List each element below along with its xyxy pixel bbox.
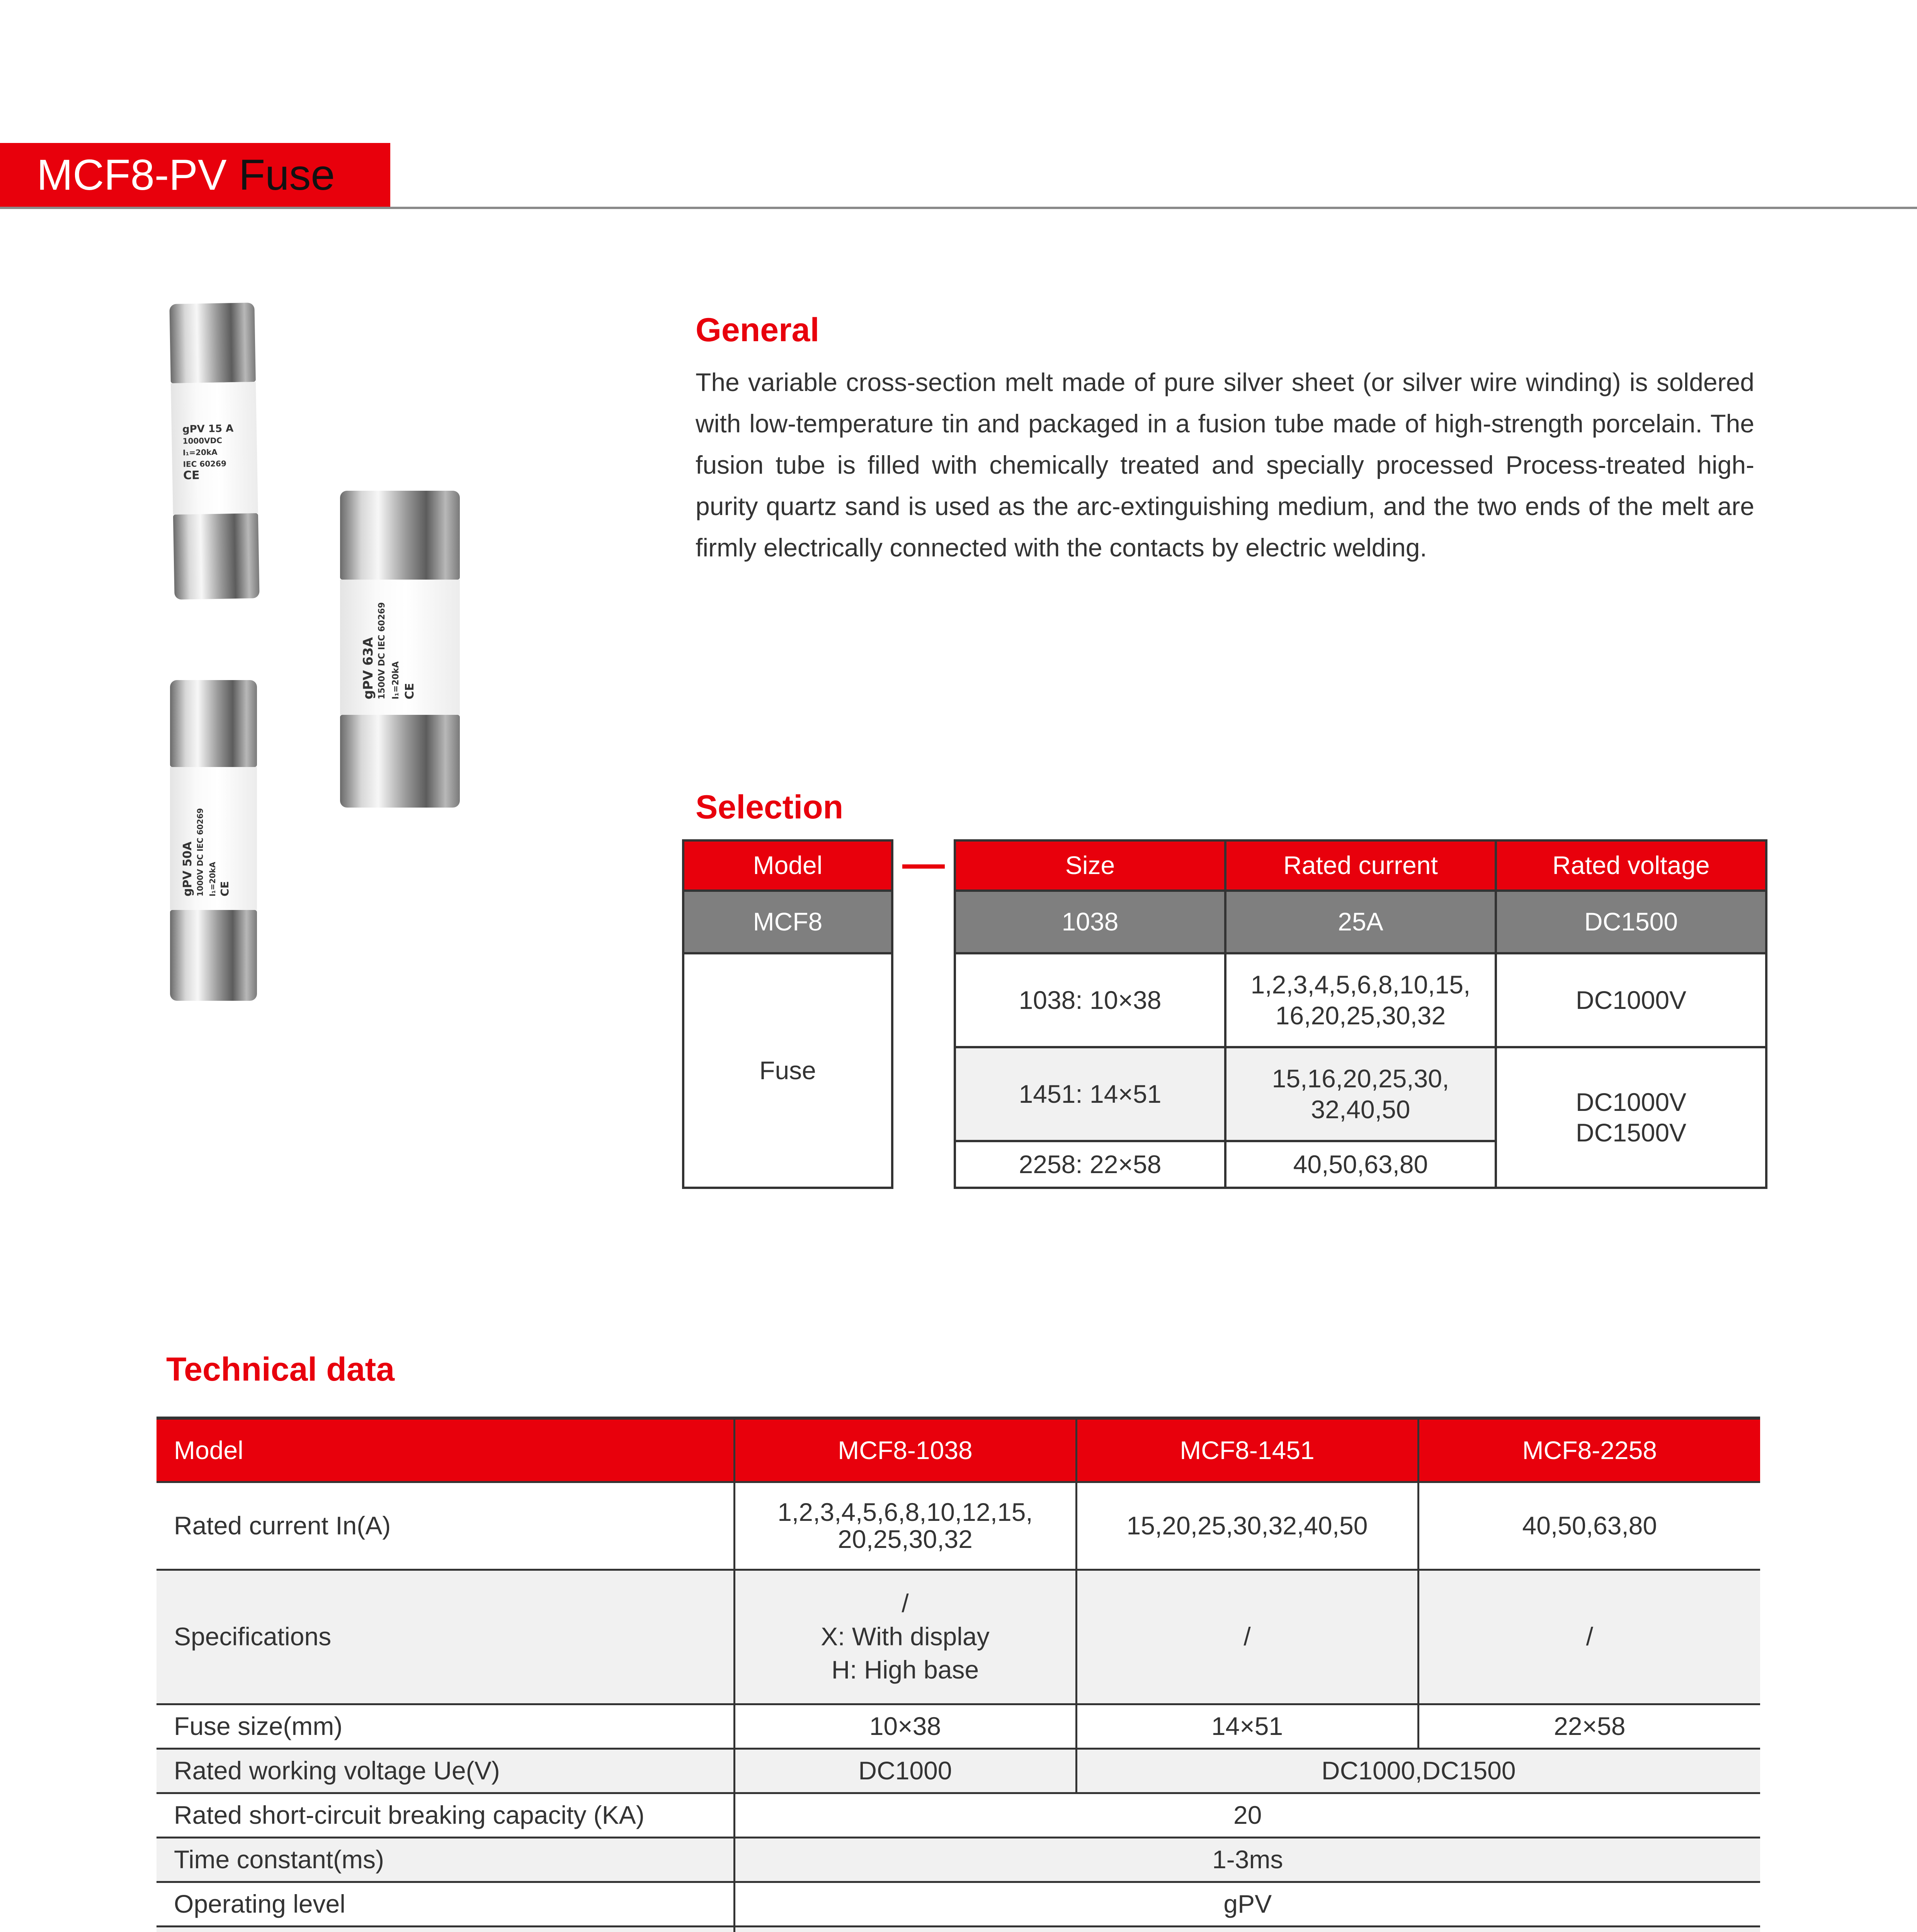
selection-model-table — [682, 839, 893, 1189]
cell-value: 20 — [734, 1793, 1760, 1837]
voltage-option: DC1000V DC1500V — [1496, 1047, 1766, 1188]
fuse-label-line: 1000V DC IEC 60269 — [196, 808, 205, 896]
selection-heading: Selection — [696, 789, 844, 826]
model-desc: Fuse — [683, 953, 892, 1188]
voltage-example: DC1500 — [1496, 891, 1766, 953]
current-option: 40,50,63,80 — [1225, 1141, 1496, 1188]
general-heading: General — [696, 311, 820, 349]
row-label: Rated short-circuit breaking capacity (KA) — [156, 1793, 734, 1837]
product-image-fuse-15a — [169, 303, 259, 600]
selection-main-table — [954, 839, 1767, 1189]
cell-value: 15,20,25,30,32,40,50 — [1076, 1482, 1418, 1570]
fuse-label-line: 1500V DC IEC 60269 — [377, 602, 387, 699]
cell-value: 14×51 — [1076, 1704, 1418, 1748]
title-divider — [0, 207, 1917, 209]
current-option: 15,16,20,25,30, 32,40,50 — [1225, 1047, 1496, 1141]
cell-value: gPV — [734, 1882, 1760, 1926]
fuse-label-line: I₁=20kA — [208, 862, 217, 896]
fuse-label-line: 1000VDC — [182, 435, 223, 446]
fuse-label-line: gPV 50A — [181, 841, 194, 896]
cell-value: DC1000,DC1500 — [1076, 1748, 1760, 1793]
fuse-label-line: gPV 15 A — [182, 423, 234, 435]
row-label — [156, 1926, 734, 1932]
size-option: 2258: 22×58 — [955, 1141, 1225, 1188]
row-label: Time constant(ms) — [156, 1837, 734, 1882]
row-label: Fuse size(mm) — [156, 1704, 734, 1748]
tech-header-1038: MCF8-1038 — [734, 1418, 1076, 1482]
cell-value: 1,2,3,4,5,6,8,10,12,15, 20,25,30,32 — [734, 1482, 1076, 1570]
model-header: Model — [683, 840, 892, 891]
row-label: Operating level — [156, 1882, 734, 1926]
size-option: 1038: 10×38 — [955, 953, 1225, 1047]
current-example: 25A — [1225, 891, 1496, 953]
cell-value: / — [1418, 1570, 1760, 1704]
cell-value: 40,50,63,80 — [1418, 1482, 1760, 1570]
size-example: 1038 — [955, 891, 1225, 953]
cell-value: / X: With display H: High base — [734, 1570, 1076, 1704]
rated-voltage-header: Rated voltage — [1496, 840, 1766, 891]
general-text: The variable cross-section melt made of pure silver sheet (or silver wire winding) is soldered with low-temperature tin and packaged in a fusion tube made of high-strength porcelain. The fusion tube is filled with chemically treated and specially processed Process-treated high-purity quartz sand is used as the arc-extinguishing medium, and the two ends of the melt are firmly electrically connected with the contacts by electric welding. — [696, 368, 1754, 562]
cell-value: DC1000 — [734, 1748, 1076, 1793]
tech-header-model: Model — [156, 1418, 734, 1482]
selection-dash: — — [902, 840, 945, 887]
size-option: 1451: 14×51 — [955, 1047, 1225, 1141]
tech-header-2258: MCF8-2258 — [1418, 1418, 1760, 1482]
title-main: MCF8-PV — [37, 151, 227, 199]
size-header: Size — [955, 840, 1225, 891]
technical-data-table — [156, 1417, 1760, 1932]
current-option: 1,2,3,4,5,6,8,10,15, 16,20,25,30,32 — [1225, 953, 1496, 1047]
product-image-fuse-50a — [170, 680, 257, 1001]
product-image-fuse-63a — [340, 491, 460, 808]
fuse-label-line: IEC 60269 — [183, 459, 227, 469]
cell-value: 22×58 — [1418, 1704, 1760, 1748]
page-title — [37, 143, 335, 207]
ce-mark: CE — [403, 683, 417, 699]
fuse-label-line: I₁=20kA — [391, 661, 401, 699]
cell-value: 10×38 — [734, 1704, 1076, 1748]
row-label: Rated working voltage Ue(V) — [156, 1748, 734, 1793]
row-label: Specifications — [156, 1570, 734, 1704]
rated-current-header: Rated current — [1225, 840, 1496, 891]
voltage-option: DC1000V — [1496, 953, 1766, 1047]
cell-value: 1-3ms — [734, 1837, 1760, 1882]
technical-heading: Technical data — [166, 1351, 395, 1388]
ce-mark: CE — [183, 468, 200, 483]
tech-header-1451: MCF8-1451 — [1076, 1418, 1418, 1482]
row-label: Rated current In(A) — [156, 1482, 734, 1570]
fuse-label-line: I₁=20kA — [182, 447, 218, 457]
ce-mark: CE — [218, 881, 231, 896]
title-sub: Fuse — [238, 151, 335, 199]
cell-value: / — [1076, 1570, 1418, 1704]
model-example: MCF8 — [683, 891, 892, 953]
cell-value — [734, 1926, 1760, 1932]
fuse-label-line: gPV 63A — [361, 637, 376, 699]
